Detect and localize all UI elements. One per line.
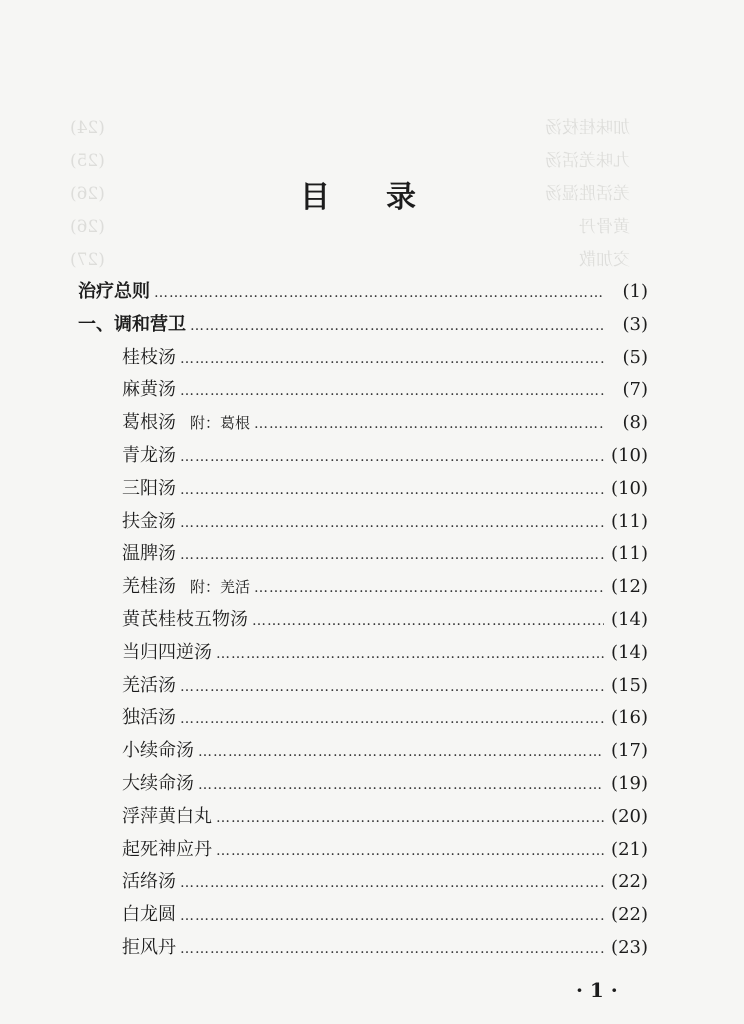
- toc-entry-label: 羌活汤: [122, 674, 176, 696]
- toc-entry-page: (15): [611, 674, 648, 696]
- toc-entry-page: (23): [611, 936, 648, 958]
- dot-leader: [180, 515, 604, 531]
- toc-entry-page: (3): [622, 313, 648, 335]
- dot-leader: [216, 843, 604, 859]
- page-number: · 1 ·: [576, 978, 618, 1002]
- toc-entry-label: 三阳汤: [122, 477, 176, 499]
- toc-entry-label: 拒风丹: [122, 936, 176, 958]
- toc-entry-label: 治疗总则: [78, 281, 150, 302]
- ghost-line-name: 黄骨丹: [579, 217, 630, 237]
- toc-entry-page: (20): [611, 805, 648, 827]
- toc-entry[interactable]: [78, 408, 648, 441]
- toc-entry-page: (8): [622, 412, 648, 434]
- toc-entry[interactable]: [78, 539, 648, 572]
- toc-entry-page: (10): [611, 477, 648, 499]
- toc-entry-page: (5): [622, 346, 648, 368]
- dot-leader: [154, 285, 604, 301]
- table-of-contents: [78, 277, 648, 966]
- dot-leader: [216, 646, 604, 662]
- toc-entry-page: (16): [611, 707, 648, 729]
- dot-leader: [198, 744, 604, 760]
- dot-leader: [180, 908, 604, 924]
- ghost-line-page: (26): [70, 217, 105, 237]
- dot-leader: [180, 941, 604, 957]
- toc-entry-label: 温脾汤: [122, 543, 176, 565]
- toc-entry-page: (22): [611, 871, 648, 893]
- toc-entry-page: (7): [622, 379, 648, 401]
- toc-entry-label: 桂枝汤: [122, 346, 176, 368]
- toc-entry-page: (14): [611, 608, 648, 630]
- dot-leader: [180, 482, 604, 498]
- dot-leader: [180, 449, 604, 465]
- toc-entry[interactable]: [78, 441, 648, 474]
- toc-entry-page: (17): [611, 740, 648, 762]
- toc-entry[interactable]: [78, 605, 648, 638]
- toc-entry[interactable]: [78, 310, 648, 343]
- toc-entry-page: (19): [611, 772, 648, 794]
- toc-entry-page: (12): [611, 576, 648, 598]
- toc-entry[interactable]: [78, 736, 648, 769]
- toc-entry-note: 附：葛根: [190, 414, 251, 433]
- toc-entry-label: 葛根汤: [122, 412, 176, 434]
- toc-entry[interactable]: [78, 900, 648, 933]
- toc-entry[interactable]: [78, 867, 648, 900]
- ghost-line-page: (26): [70, 184, 105, 204]
- toc-entry-label: 黄芪桂枝五物汤: [122, 608, 248, 630]
- ghost-line-name: 交加散: [579, 250, 630, 270]
- toc-entry-page: (14): [611, 641, 648, 663]
- toc-entry-label: 白龙圆: [122, 904, 176, 926]
- toc-entry-label: 大续命汤: [122, 772, 194, 794]
- toc-entry-label: 活络汤: [122, 871, 176, 893]
- ghost-line-name: 九味羌活汤: [545, 151, 630, 171]
- toc-entry-page: (22): [611, 904, 648, 926]
- dot-leader: [190, 318, 604, 334]
- toc-entry[interactable]: [78, 277, 648, 310]
- toc-entry[interactable]: [78, 769, 648, 802]
- dot-leader: [180, 383, 604, 399]
- toc-entry-page: (10): [611, 444, 648, 466]
- toc-entry[interactable]: [78, 572, 648, 605]
- dot-leader: [180, 547, 604, 563]
- toc-entry[interactable]: [78, 835, 648, 868]
- toc-entry-label: 起死神应丹: [122, 838, 212, 860]
- toc-entry[interactable]: [78, 638, 648, 671]
- toc-entry[interactable]: [78, 474, 648, 507]
- dot-leader: [180, 711, 604, 727]
- toc-entry[interactable]: [78, 933, 648, 966]
- toc-entry[interactable]: [78, 802, 648, 835]
- dot-leader: [180, 351, 604, 367]
- toc-entry[interactable]: [78, 507, 648, 540]
- toc-entry-page: (11): [611, 543, 648, 565]
- dot-leader: [180, 875, 604, 891]
- ghost-line-page: (27): [70, 250, 105, 270]
- toc-entry[interactable]: [78, 703, 648, 736]
- dot-leader: [180, 679, 604, 695]
- toc-entry-label: 当归四逆汤: [122, 641, 212, 663]
- dot-leader: [198, 777, 604, 793]
- ghost-line: [70, 244, 630, 277]
- ghost-line: [70, 112, 630, 145]
- toc-entry-label: 独活汤: [122, 707, 176, 729]
- toc-entry-label: 浮萍黄白丸: [122, 805, 212, 827]
- dot-leader: [216, 810, 604, 826]
- toc-entry-page: (1): [622, 281, 648, 302]
- toc-entry[interactable]: [78, 671, 648, 704]
- toc-entry[interactable]: [78, 375, 648, 408]
- dot-leader: [252, 613, 604, 629]
- toc-entry-label: 麻黄汤: [122, 379, 176, 401]
- title-char-2: 录: [386, 180, 416, 215]
- page-title: [300, 172, 416, 216]
- toc-entry-label: 扶金汤: [122, 510, 176, 532]
- toc-entry-label: 一、调和营卫: [78, 313, 186, 335]
- toc-entry-label: 青龙汤: [122, 444, 176, 466]
- toc-entry-page: (11): [611, 510, 648, 532]
- ghost-line-name: 加味桂枝汤: [545, 118, 630, 138]
- dot-leader: [254, 580, 604, 596]
- ghost-line-page: (25): [70, 151, 105, 171]
- toc-entry-label: 羌桂汤: [122, 576, 176, 598]
- toc-entry-page: (21): [611, 838, 648, 860]
- toc-entry-note: 附：羌活: [190, 578, 251, 597]
- title-char-1: 目: [300, 180, 330, 215]
- ghost-line-page: (24): [70, 118, 105, 138]
- toc-entry-label: 小续命汤: [122, 740, 194, 762]
- toc-entry[interactable]: [78, 343, 648, 376]
- ghost-line-name: 羌活胜湿汤: [545, 184, 630, 204]
- dot-leader: [254, 416, 604, 432]
